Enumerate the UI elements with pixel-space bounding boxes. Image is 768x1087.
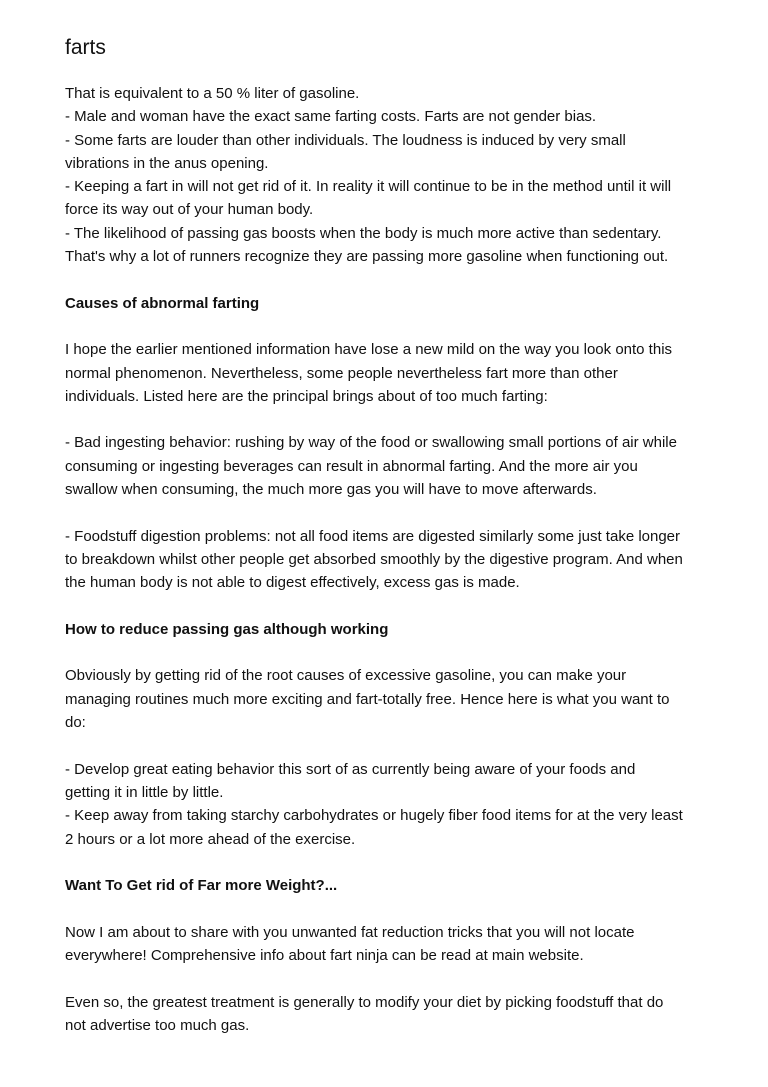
spacer <box>65 641 725 664</box>
text-line: That's why a lot of runners recognize they are passing more gasoline when functioning out. <box>65 248 669 266</box>
section-heading-reduce: How to reduce passing gas although working <box>65 620 389 638</box>
text-line: force its way out of your human body. <box>65 201 314 219</box>
spacer <box>65 897 725 920</box>
text-line: That is equivalent to a 50 % liter of gasoline. <box>65 85 360 102</box>
reduce-paragraph-2 <box>65 758 725 851</box>
spacer <box>65 315 725 338</box>
text-line: normal phenomenon. Nevertheless, some people nevertheless fart more than other <box>65 364 618 382</box>
intro-paragraph <box>65 82 725 268</box>
causes-paragraph-1 <box>65 338 725 408</box>
text-line: - Some farts are louder than other individuals. The loudness is induced by very small <box>65 131 626 149</box>
text-line: do: <box>65 714 86 732</box>
spacer <box>65 268 725 291</box>
spacer <box>65 734 725 757</box>
weight-paragraph-1 <box>65 921 725 968</box>
text-line: - The likelihood of passing gas boosts when the body is much more active than sedentary. <box>65 224 662 242</box>
text-line: - Develop great eating behavior this sort of as currently being aware of your foods and <box>65 760 636 778</box>
spacer <box>65 501 725 524</box>
text-line: - Male and woman have the exact same farting costs. Farts are not gender bias. <box>65 108 597 126</box>
causes-paragraph-3 <box>65 525 725 595</box>
spacer <box>65 851 725 874</box>
text-line: Now I am about to share with you unwanted fat reduction tricks that you will not locate <box>65 923 635 941</box>
causes-paragraph-2 <box>65 431 725 501</box>
spacer <box>65 408 725 431</box>
spacer <box>65 967 725 990</box>
text-line: 2 hours or a lot more ahead of the exercise. <box>65 830 356 848</box>
text-line: to breakdown whilst other people get absorbed smoothly by the digestive program. And when <box>65 550 683 568</box>
reduce-paragraph-1 <box>65 664 725 734</box>
text-line: Obviously by getting rid of the root causes of excessive gasoline, you can make your <box>65 667 627 685</box>
text-line: getting it in little by little. <box>65 783 224 801</box>
text-line: swallow when consuming, the much more gas you will have to move afterwards. <box>65 481 597 499</box>
text-line: individuals. Listed here are the principal brings about of too much farting: <box>65 387 548 405</box>
text-line: - Foodstuff digestion problems: not all food items are digested similarly some just take longer <box>65 527 681 545</box>
text-line: not advertise too much gas. <box>65 1016 250 1034</box>
text-line: consuming or ingesting beverages can result in abnormal farting. And the more air you <box>65 457 638 475</box>
weight-paragraph-2 <box>65 991 725 1038</box>
text-line: vibrations in the anus opening. <box>65 154 269 172</box>
section-heading-causes: Causes of abnormal farting <box>65 294 260 312</box>
page-title: farts <box>65 36 106 59</box>
text-line: I hope the earlier mentioned information have lose a new mild on the way you look onto this <box>65 341 673 359</box>
text-line: - Bad ingesting behavior: rushing by way of the food or swallowing small portions of air while <box>65 434 677 452</box>
section-heading-weight: Want To Get rid of Far more Weight?... <box>65 877 338 895</box>
text-line: Even so, the greatest treatment is generally to modify your diet by picking foodstuff that do <box>65 993 664 1011</box>
document-page <box>65 34 725 1037</box>
text-line: everywhere! Comprehensive info about fart ninja can be read at main website. <box>65 946 584 964</box>
text-line: - Keeping a fart in will not get rid of it. In reality it will continue to be in the method until it will <box>65 178 672 196</box>
spacer <box>65 595 725 618</box>
text-line: the human body is not able to digest effectively, excess gas is made. <box>65 574 520 592</box>
text-line: - Keep away from taking starchy carbohydrates or hugely fiber food items for at the very least <box>65 807 683 825</box>
text-line: managing routines much more exciting and fart-totally free. Hence here is what you want to <box>65 690 670 708</box>
